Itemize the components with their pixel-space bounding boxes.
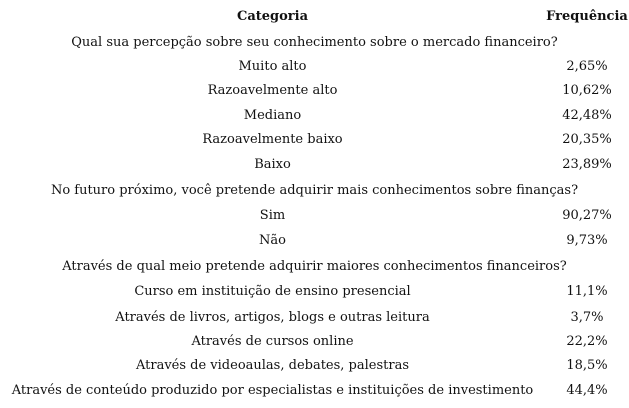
table-row <box>0 104 629 128</box>
table-row <box>0 153 629 177</box>
category-label: Razoavelmente alto <box>207 83 338 98</box>
table-row <box>0 379 629 403</box>
question-text: Qual sua percepção sobre seu conhecimento sobre o mercado financeiro? <box>71 35 558 50</box>
question-text: No futuro próximo, você pretende adquirir mais conhecimentos sobre finanças? <box>50 183 579 198</box>
category-label: Através de livros, artigos, blogs e outras leitura <box>115 310 430 325</box>
question-row <box>0 31 629 55</box>
frequency-value: 20,35% <box>562 132 612 147</box>
category-label: Através de conteúdo produzido por especialistas e instituições de investimento <box>11 383 534 398</box>
table-row <box>0 306 629 330</box>
frequency-value: 9,73% <box>566 233 608 248</box>
category-label: Razoavelmente baixo <box>202 132 343 147</box>
category-label: Através de videoaulas, debates, palestras <box>135 358 410 373</box>
frequency-value: 42,48% <box>562 108 612 123</box>
header-frequency: Frequência <box>546 9 628 24</box>
question-row <box>0 255 629 279</box>
category-label: Baixo <box>254 157 291 172</box>
table-header-row <box>0 5 629 29</box>
table-row <box>0 330 629 354</box>
table-row <box>0 79 629 103</box>
table-row <box>0 204 629 228</box>
table-row <box>0 280 629 304</box>
category-label: Curso em instituição de ensino presencial <box>134 284 411 299</box>
category-label: Muito alto <box>238 59 307 74</box>
category-label: Sim <box>259 208 286 223</box>
category-label: Não <box>259 233 286 248</box>
category-label: Mediano <box>243 108 302 123</box>
frequency-value: 10,62% <box>562 83 612 98</box>
table-row <box>0 354 629 378</box>
frequency-value: 18,5% <box>566 358 608 373</box>
frequency-value: 2,65% <box>566 59 608 74</box>
table-row <box>0 128 629 152</box>
question-text: Através de qual meio pretende adquirir maiores conhecimentos financeiros? <box>62 259 567 274</box>
frequency-value: 90,27% <box>562 208 612 223</box>
frequency-value: 22,2% <box>566 334 608 349</box>
header-category: Categoria <box>236 9 309 24</box>
table-row <box>0 229 629 253</box>
frequency-value: 23,89% <box>562 157 612 172</box>
frequency-value: 11,1% <box>566 284 608 299</box>
table-row <box>0 55 629 79</box>
frequency-value: 44,4% <box>566 383 608 398</box>
frequency-value: 3,7% <box>570 310 604 325</box>
category-label: Através de cursos online <box>191 334 354 349</box>
question-row <box>0 179 629 203</box>
